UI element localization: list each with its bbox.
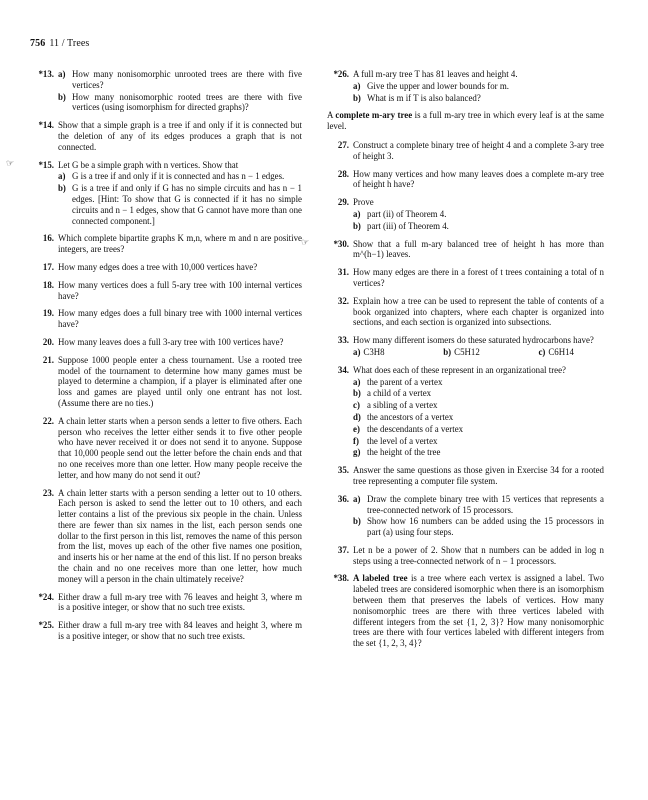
exercise-body — [58, 620, 302, 642]
part-text: G is a tree if and only if G has no simple circuits and has n − 1 edges. [Hint: To show that G is connected if it has no simple circuits and n − 1 edges, show that G cannot have more than one connected component.] — [72, 183, 302, 226]
exercise-body — [353, 239, 604, 261]
part-label: b) — [58, 183, 66, 194]
exercise — [327, 494, 604, 538]
left-column — [6, 69, 302, 649]
exercise — [327, 545, 604, 567]
exercise-number: *15. — [38, 159, 54, 170]
right-column — [301, 69, 604, 656]
exercise-text: Prove — [353, 197, 374, 208]
exercise-part — [58, 92, 302, 114]
exercise — [327, 69, 604, 103]
exercise — [327, 140, 604, 162]
isomer-formula: C6H14 — [548, 346, 574, 357]
page-header — [30, 38, 89, 49]
definition-term: complete m-ary tree — [335, 110, 413, 121]
pointing-hand-icon: ☞ — [301, 237, 310, 248]
exercise-body — [353, 169, 604, 191]
exercise — [32, 337, 302, 348]
exercise-text: Show that a simple graph is a tree if and only if it is connected but the deletion of any of its edges produces a graph that is not connected. — [58, 120, 302, 152]
exercise-text: is a tree where each vertex is assigned a label. Two labeled trees are considered isomorphic when there is an isomorphism between them that preserves the labels of vertices. How many nonisomorphic trees are there with three vertices labeled with different integers from the set {1, 2, 3}? How many nonisomorphic trees are there with four vertices labeled with different integers from the set {1, 2, 3, 4}? — [353, 573, 604, 649]
exercise — [32, 280, 302, 302]
part-text: Draw the complete binary tree with 15 vertices that represents a tree-connected network of 15 processors. — [367, 493, 604, 515]
exercise-part — [353, 424, 604, 435]
exercise — [327, 335, 604, 358]
exercise-part — [353, 81, 604, 92]
exercise — [327, 267, 604, 289]
exercise-number: *26. — [333, 69, 349, 79]
part-text: part (iii) of Theorem 4. — [367, 220, 449, 231]
exercise-text: Construct a complete binary tree of height 4 and a complete 3-ary tree of height 3. — [353, 139, 604, 161]
isomer-formula: C3H8 — [363, 346, 385, 357]
isomer-formula: C5H12 — [454, 346, 480, 357]
exercise-body — [353, 365, 604, 376]
exercise-body — [353, 69, 604, 80]
exercise — [327, 296, 604, 328]
part-label: b) — [353, 516, 361, 527]
isomer-list — [353, 347, 604, 358]
part-text: What is m if T is also balanced? — [367, 92, 481, 103]
part-label: a) — [58, 171, 66, 182]
exercise-part — [353, 516, 604, 538]
exercise-part — [353, 494, 604, 516]
exercise-number: *30. — [333, 238, 349, 249]
exercise-part — [58, 183, 302, 226]
part-label: f) — [353, 435, 359, 446]
part-label: a) — [58, 69, 66, 79]
exercise-number: 29. — [337, 197, 349, 208]
isomer-item — [353, 347, 385, 358]
exercise — [327, 365, 604, 458]
exercise-text: What does each of these represent in an organizational tree? — [353, 364, 566, 375]
exercise-body — [353, 545, 604, 567]
exercise — [32, 69, 302, 113]
exercise-number: 34. — [337, 364, 349, 375]
exercise-text: How many different isomers do these saturated hydrocarbons have? — [353, 335, 594, 346]
exercise-number: 16. — [42, 233, 54, 244]
exercise-number: *24. — [38, 591, 54, 602]
exercise-number: 33. — [337, 335, 349, 346]
exercise-body — [58, 120, 302, 152]
exercise-text: How many edges does a full binary tree with 1000 internal vertices have? — [58, 308, 302, 330]
isomer-label: b) — [443, 346, 452, 357]
page-number: 756 — [30, 38, 46, 49]
exercise-text: How many vertices and how many leaves does a complete m-ary tree of height h have? — [353, 168, 604, 190]
exercise-body — [58, 160, 302, 171]
exercise-body — [58, 355, 302, 409]
exercise-number: 27. — [337, 139, 349, 150]
part-label: e) — [353, 423, 360, 434]
exercise-body — [353, 573, 604, 649]
exercise-number: 17. — [42, 261, 54, 272]
exercise-number: 20. — [42, 336, 54, 347]
exercise-body — [58, 280, 302, 302]
exercise-text: How many vertices does a full 5-ary tree with 100 internal vertices have? — [58, 279, 302, 301]
exercise-text: Answer the same questions as those given in Exercise 34 for a rooted tree representing a computer file system. — [353, 465, 604, 486]
exercise-text: Let n be a power of 2. Show that n numbers can be added in log n steps using a tree-connected network of n − 1 processors. — [353, 544, 604, 566]
exercise — [301, 237, 604, 261]
part-text: part (ii) of Theorem 4. — [367, 208, 447, 219]
exercise-part — [353, 209, 604, 220]
exercise-body — [353, 494, 604, 516]
isomer-item — [538, 347, 574, 358]
exercise-part — [353, 93, 604, 104]
exercise-number: *13. — [38, 69, 54, 79]
definition — [327, 110, 604, 132]
exercise — [32, 233, 302, 255]
part-label: c) — [353, 400, 360, 411]
exercise-body — [58, 69, 302, 91]
pointing-hand-icon: ☞ — [6, 158, 15, 169]
exercise-part — [353, 436, 604, 447]
exercise-text: A chain letter starts with a person sending a letter out to 10 others. Each person is asked to send the letter out to 10 others, and each letter contains a list of the previous six people in the chain. Unless there are fewer than six names in the list, each person sends one dollar to the first person in this list, removes the name of this person from the list, moves up each of the other five names one position, and inserts his or her name at the end of this list. If no person breaks the chain and no one receives more than one letter, how much money will a person in the chain ultimately receive? — [58, 487, 302, 584]
part-text: the descendants of a vertex — [367, 423, 464, 434]
part-label: a) — [353, 208, 361, 219]
exercise-body — [58, 262, 302, 273]
exercise-text: A chain letter starts when a person sends a letter to five others. Each person who receives the letter either sends it to five other people who have never received it or does not send it to anyone. Suppose that 10,000 people send out the letter before the chain ends and that no one receives more than one letter. How many people receive the letter, and how many do not send it out? — [58, 415, 302, 480]
exercise-body — [58, 308, 302, 330]
exercise-body — [353, 267, 604, 289]
exercise — [6, 158, 302, 227]
exercise-text: How many edges are there in a forest of t trees containing a total of n vertices? — [353, 267, 604, 288]
exercise — [327, 465, 604, 487]
exercise-number: *38. — [333, 573, 349, 584]
exercise-number: 21. — [42, 354, 54, 365]
exercise — [32, 120, 302, 152]
exercise-body — [353, 140, 604, 162]
part-label: b) — [58, 91, 66, 102]
part-label: a) — [353, 376, 361, 387]
exercise-part — [58, 69, 302, 91]
exercise-text: How many edges does a tree with 10,000 vertices have? — [58, 261, 258, 272]
exercise-body — [58, 416, 302, 481]
part-text: Give the upper and lower bounds for m. — [367, 80, 509, 91]
part-text: the parent of a vertex — [367, 376, 443, 387]
part-text: the level of a vertex — [367, 435, 438, 446]
exercise — [327, 197, 604, 231]
chapter-title: 11 / Trees — [49, 38, 90, 49]
isomer-item — [443, 347, 480, 358]
exercise-lead-term: A labeled tree — [353, 573, 408, 584]
exercise-part — [58, 171, 302, 182]
part-text: G is a tree if and only if it is connected and has n − 1 edges. — [72, 171, 285, 182]
exercise-body — [58, 233, 302, 255]
exercise — [327, 169, 604, 191]
exercise — [327, 573, 604, 649]
exercise-number: 18. — [42, 279, 54, 290]
part-text: the height of the tree — [367, 447, 441, 458]
definition-prefix: A — [327, 110, 336, 121]
exercise — [32, 355, 302, 409]
exercise-text: Suppose 1000 people enter a chess tournament. Use a rooted tree model of the tournament to determine how many games must be played to determine a champion, if a player is eliminated after one loss and games are played until only one entrant has not lost. (Assume there are no ties.) — [58, 354, 302, 408]
exercise-text: Either draw a full m-ary tree with 84 leaves and height 3, where m is a positive integer, or show that no such tree exists. — [58, 620, 302, 642]
exercise-text: Explain how a tree can be used to represent the table of contents of a book organized into chapters, where each chapter is organized into sections, and each section is organized into subsections. — [353, 295, 604, 328]
exercise-number: *25. — [38, 620, 54, 631]
exercise-number: 28. — [337, 168, 349, 179]
part-label: g) — [353, 447, 361, 458]
exercise-number: 31. — [337, 267, 349, 278]
exercise — [32, 416, 302, 481]
part-text: a child of a vertex — [367, 388, 432, 399]
exercise-body — [353, 465, 604, 487]
exercise-part — [353, 447, 604, 458]
exercise-body — [353, 197, 604, 208]
exercise-number: 36. — [337, 493, 349, 504]
exercise-text: Which complete bipartite graphs K m,n, where m and n are positive integers, are trees? — [58, 233, 302, 255]
isomer-label: c) — [538, 346, 546, 357]
exercise-text: How many leaves does a full 3-ary tree with 100 vertices have? — [58, 336, 284, 347]
part-text: a sibling of a vertex — [367, 400, 438, 411]
exercise-body — [58, 488, 302, 585]
exercise-part — [353, 221, 604, 232]
exercise — [32, 262, 302, 273]
exercise-body — [58, 592, 302, 614]
exercise — [32, 308, 302, 330]
exercise — [32, 620, 302, 642]
exercise-number: *14. — [38, 120, 54, 131]
exercise-body — [353, 296, 604, 328]
part-text: Show how 16 numbers can be added using the 15 processors in part (a) using four steps. — [367, 516, 604, 538]
isomer-label: a) — [353, 346, 361, 357]
part-label: a) — [353, 80, 361, 91]
part-label: a) — [353, 493, 361, 504]
exercise-part — [353, 377, 604, 388]
exercise-body — [353, 335, 604, 346]
part-label: b) — [353, 92, 361, 103]
part-label: d) — [353, 411, 361, 422]
exercise-part — [353, 388, 604, 399]
exercise-number: 35. — [337, 465, 349, 476]
exercise-body — [58, 337, 302, 348]
exercise-number: 22. — [42, 415, 54, 426]
exercise-text: Let G be a simple graph with n vertices. Show that — [58, 159, 239, 170]
exercise-part — [353, 400, 604, 411]
exercise-part — [353, 412, 604, 423]
part-label: b) — [353, 220, 361, 231]
exercise — [32, 592, 302, 614]
exercise-number: 23. — [42, 487, 54, 498]
part-text: How many nonisomorphic rooted trees are there with five vertices (using isomorphism for directed graphs)? — [72, 91, 302, 113]
exercise-text: Either draw a full m-ary tree with 76 leaves and height 3, where m is a positive integer, or show that no such tree exists. — [58, 591, 302, 613]
exercise-number: 19. — [42, 308, 54, 319]
exercise-number: 32. — [337, 295, 349, 306]
exercise — [32, 488, 302, 585]
part-label: b) — [353, 388, 361, 399]
exercise-text: Show that a full m-ary balanced tree of height h has more than m^(h−1) leaves. — [353, 238, 604, 260]
part-text: the ancestors of a vertex — [367, 411, 454, 422]
exercise-text: A full m-ary tree T has 81 leaves and height 4. — [353, 69, 518, 79]
exercise-number: 37. — [337, 544, 349, 555]
definition-text: is a full m-ary tree in which every leaf is at the same level. — [327, 110, 604, 132]
part-text: How many nonisomorphic unrooted trees are there with five vertices? — [72, 69, 302, 90]
